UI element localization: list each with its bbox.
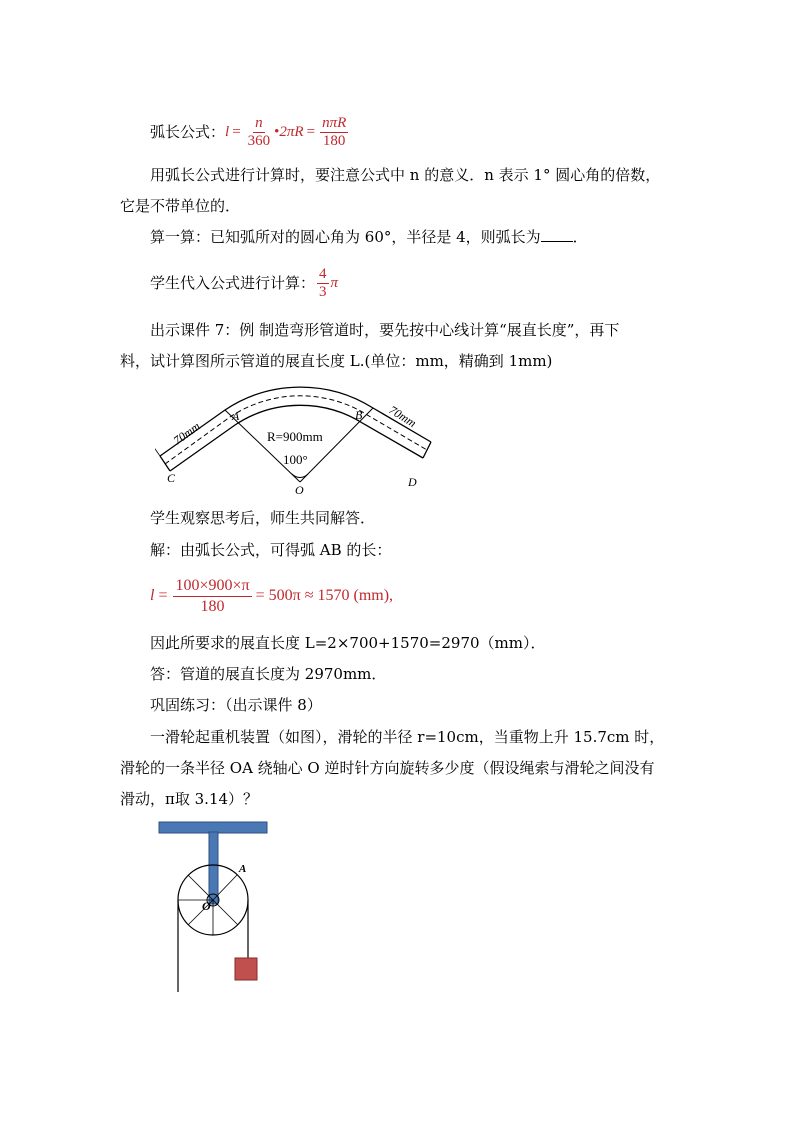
pulley-top-beam xyxy=(159,822,267,833)
calc-rest: = 500π ≈ 1570 (mm), xyxy=(255,587,394,604)
formula-eq-1: = xyxy=(232,124,241,140)
pulley-spoke-5 xyxy=(213,900,238,925)
answer-blank xyxy=(541,227,573,242)
formula-num-npiR: nπR xyxy=(322,114,347,131)
pipe-figure xyxy=(155,380,445,500)
pipe-outer-edge xyxy=(160,387,431,456)
example-line-1: 出示课件 7：例 制造弯形管道时，要先按中心线计算“展直长度”，再下 xyxy=(150,321,620,339)
pipe-label-C: C xyxy=(167,471,176,485)
pipe-label-R: R=900mm xyxy=(267,429,323,444)
dim-tick-left xyxy=(155,446,160,456)
formula-label: 弧长公式： xyxy=(150,123,226,141)
calc-num: 100×900×π xyxy=(173,576,251,597)
pipe-label-70-left: 70mm xyxy=(170,418,203,448)
note-line-1: 用弧长公式进行计算时，要注意公式中 n 的意义．n 表示 1° 圆心角的倍数， xyxy=(150,166,661,184)
student-calc-label: 学生代入公式进行计算： xyxy=(150,274,316,292)
calc-formula-line xyxy=(150,572,393,620)
calc-l: l xyxy=(150,587,155,604)
formula-den-180: 180 xyxy=(322,132,346,149)
pulley-question-line-1: 一滑轮起重机装置（如图），滑轮的半径 r=10cm，当重物上升 15.7cm 时， xyxy=(150,728,665,746)
observe-line: 学生观察思考后，师生共同解答． xyxy=(150,509,376,527)
pulley-label-O: O xyxy=(202,899,211,913)
practice-end: ． xyxy=(572,228,588,246)
solution-line: 解：由弧长公式，可得弧 AB 的长： xyxy=(150,541,392,559)
formula-l: l xyxy=(225,124,230,140)
consolidate-line: 巩固练习：（出示课件 8） xyxy=(150,696,322,714)
pulley-label-A: A xyxy=(239,863,247,875)
student-calc-line xyxy=(150,262,338,304)
pipe-label-70-right: 70mm xyxy=(386,402,419,431)
formula-eq-2: = xyxy=(306,124,316,140)
formula-den-360: 360 xyxy=(247,132,271,149)
student-calc-fraction xyxy=(317,266,329,301)
note-line-2: 它是不带单位的． xyxy=(120,197,241,215)
formula-fraction-n-360 xyxy=(246,115,273,150)
practice-line xyxy=(150,227,588,247)
calc-eq: = xyxy=(158,587,168,604)
pipe-end-left xyxy=(160,456,170,471)
formula-2piR: 2πR xyxy=(279,124,304,140)
example-line-2: 料，试计算图所示管道的展直长度 L.(单位：mm，精确到 1mm) xyxy=(120,352,553,370)
pipe-label-angle: 100° xyxy=(283,452,308,467)
pulley-vertical-arm xyxy=(209,832,218,904)
pipe-label-D: D xyxy=(408,475,417,489)
student-calc-den: 3 xyxy=(319,283,327,300)
calc-den: 180 xyxy=(200,597,225,615)
total-line: 因此所要求的展直长度 L=2×700+1570=2970（mm）． xyxy=(150,634,546,652)
pulley-question-line-2: 滑轮的一条半径 OA 绕轴心 O 逆时针方向旋转多少度（假设绳索与滑轮之间没有 xyxy=(120,759,655,777)
answer-line: 答：管道的展直长度为 2970mm． xyxy=(150,665,387,683)
calc-fraction xyxy=(173,576,251,617)
pulley-question-line-3: 滑动，π取 3.14）？ xyxy=(120,790,259,808)
formula-fraction-npiR-180 xyxy=(320,115,348,150)
pulley-figure xyxy=(155,818,275,994)
pipe-label-B: B xyxy=(355,408,363,422)
formula-bullet: • xyxy=(274,124,280,140)
arc-length-formula-line xyxy=(150,112,350,152)
formula-num-n: n xyxy=(255,114,263,131)
practice-text: 算一算：已知弧所对的圆心角为 60°，半径是 4，则弧长为 xyxy=(150,228,541,246)
pulley-weight xyxy=(235,958,257,980)
pipe-end-right xyxy=(423,442,431,458)
pipe-label-A: A xyxy=(232,409,240,423)
student-calc-pi: π xyxy=(330,275,339,291)
student-calc-num: 4 xyxy=(319,265,327,282)
pipe-label-O: O xyxy=(295,483,304,497)
